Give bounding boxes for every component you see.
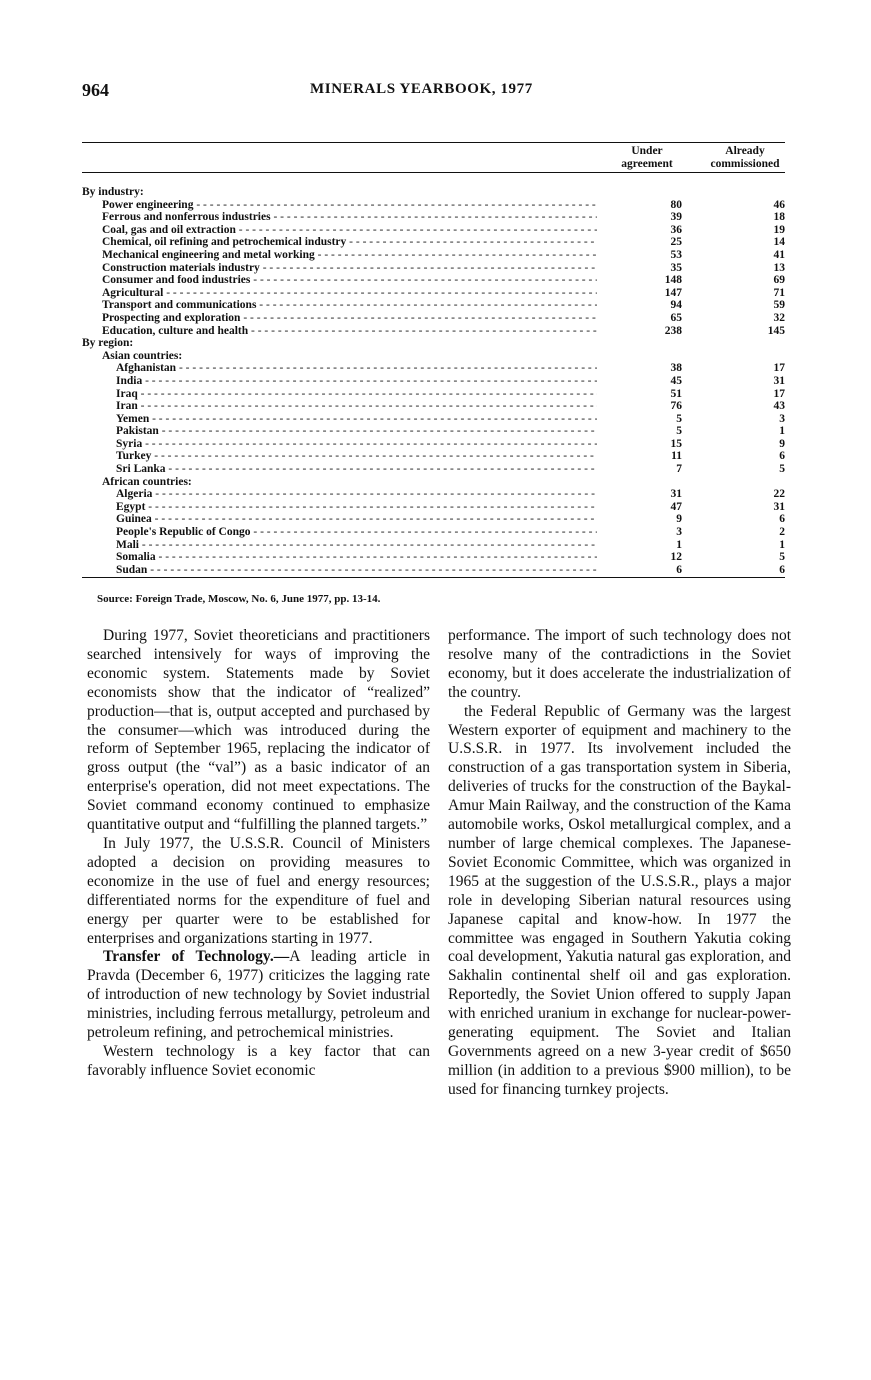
value-already-commissioned: 69	[773, 274, 785, 287]
row-label: Chemical, oil refining and petrochemical industry - - -	[82, 236, 597, 249]
value-already-commissioned: 14	[773, 236, 785, 249]
table-row	[82, 463, 787, 476]
table-row	[82, 312, 787, 325]
table-bottom-rule	[82, 577, 785, 578]
value-already-commissioned: 3	[779, 412, 785, 425]
row-label: Ferrous and nonferrous industries - - -	[82, 211, 597, 224]
value-under-agreement: 38	[670, 362, 682, 375]
paragraph-transfer-of-technology	[87, 948, 430, 1043]
value-already-commissioned: 43	[773, 400, 785, 413]
table-row	[82, 425, 787, 438]
value-under-agreement: 1	[676, 538, 682, 551]
value-under-agreement: 25	[670, 236, 682, 249]
row-label: Turkey - - -	[82, 450, 597, 463]
table-header-rule	[82, 172, 785, 173]
value-already-commissioned: 6	[779, 450, 785, 463]
row-label: People's Republic of Congo - - -	[82, 526, 597, 539]
value-already-commissioned: 32	[773, 311, 785, 324]
row-label: India - - -	[82, 375, 597, 388]
value-under-agreement: 51	[670, 387, 682, 400]
value-already-commissioned: 18	[773, 211, 785, 224]
row-label: Iraq - - -	[82, 388, 597, 401]
value-already-commissioned: 46	[773, 198, 785, 211]
group-label: Asian countries:	[102, 349, 183, 362]
table-group-heading	[82, 476, 787, 489]
row-label: Consumer and food industries - - -	[82, 274, 597, 287]
value-already-commissioned: 145	[767, 324, 785, 337]
table-top-rule	[82, 142, 785, 143]
value-under-agreement: 3	[676, 526, 682, 539]
table-row	[82, 513, 787, 526]
value-already-commissioned: 1	[779, 425, 785, 438]
value-under-agreement: 148	[664, 274, 682, 287]
value-already-commissioned: 5	[779, 551, 785, 564]
table-body	[82, 186, 787, 576]
row-label: Construction materials industry - - -	[82, 262, 597, 275]
value-already-commissioned: 9	[779, 437, 785, 450]
value-under-agreement: 80	[670, 198, 682, 211]
value-under-agreement: 47	[670, 500, 682, 513]
value-under-agreement: 5	[676, 412, 682, 425]
value-under-agreement: 147	[664, 286, 682, 299]
table-row	[82, 551, 787, 564]
value-already-commissioned: 6	[779, 563, 785, 576]
row-label: Sri Lanka - - -	[82, 463, 597, 476]
value-already-commissioned: 31	[773, 500, 785, 513]
value-under-agreement: 35	[670, 261, 682, 274]
row-label: Guinea - - -	[82, 513, 597, 526]
row-label: Egypt - - -	[82, 501, 597, 514]
value-already-commissioned: 5	[779, 463, 785, 476]
value-already-commissioned: 1	[779, 538, 785, 551]
table-row	[82, 262, 787, 275]
section-run-in-heading: Transfer of Technology.—	[103, 948, 290, 966]
table-group-heading	[82, 337, 787, 350]
row-label: Somalia - - -	[82, 551, 597, 564]
table-row	[82, 526, 787, 539]
group-label: African countries:	[102, 475, 192, 488]
value-under-agreement: 45	[670, 374, 682, 387]
table-group-heading	[82, 350, 787, 363]
row-label: Iran - - -	[82, 400, 597, 413]
value-already-commissioned: 22	[773, 488, 785, 501]
value-under-agreement: 36	[670, 223, 682, 236]
table-row	[82, 501, 787, 514]
table-row	[82, 224, 787, 237]
paragraph-continued: performance. The import of such technology does not resolve many of the contradictions in the Soviet economy, but it does accelerate the industrialization of the country.	[448, 627, 791, 701]
group-label: By industry:	[82, 186, 144, 198]
value-under-agreement: 9	[676, 513, 682, 526]
value-under-agreement: 11	[671, 450, 682, 463]
row-label: Syria - - -	[82, 438, 597, 451]
value-under-agreement: 76	[670, 400, 682, 413]
table-row	[82, 413, 787, 426]
value-already-commissioned: 59	[773, 299, 785, 312]
row-label: Prospecting and exploration - - -	[82, 312, 597, 325]
table-row	[82, 299, 787, 312]
table-row	[82, 375, 787, 388]
table-row	[82, 199, 787, 212]
value-already-commissioned: 71	[773, 286, 785, 299]
table-row	[82, 325, 787, 338]
value-under-agreement: 5	[676, 425, 682, 438]
value-under-agreement: 7	[676, 463, 682, 476]
row-label: Agricultural - - -	[82, 287, 597, 300]
value-already-commissioned: 6	[779, 513, 785, 526]
column-header-already-commissioned: Already commissioned	[710, 145, 780, 170]
table-row	[82, 450, 787, 463]
value-under-agreement: 39	[670, 211, 682, 224]
row-label: Sudan - - -	[82, 564, 597, 577]
row-label: Education, culture and health - - -	[82, 325, 597, 338]
value-under-agreement: 31	[670, 488, 682, 501]
table-row	[82, 274, 787, 287]
value-already-commissioned: 17	[773, 362, 785, 375]
row-label: Transport and communications - - -	[82, 299, 597, 312]
text-column-left	[87, 627, 430, 1081]
paragraph: In July 1977, the U.S.S.R. Council of Ministers adopted a decision on providing measures to economize in the use of fuel and energy resources; differentiated norms for the expenditure of fuel and energy per quarter were to be established for enterprises and organizations starting in 1977.	[87, 834, 430, 947]
table-row	[82, 438, 787, 451]
value-already-commissioned: 13	[773, 261, 785, 274]
table-row	[82, 236, 787, 249]
page-number: 964	[82, 80, 109, 100]
value-under-agreement: 65	[670, 311, 682, 324]
value-under-agreement: 15	[670, 437, 682, 450]
value-already-commissioned: 2	[779, 526, 785, 539]
table-row	[82, 287, 787, 300]
row-label: Pakistan - - -	[82, 425, 597, 438]
row-label: Power engineering - - -	[82, 199, 597, 212]
value-already-commissioned: 41	[773, 248, 785, 261]
paragraph: Western technology is a key factor that can favorably influence Soviet economic	[87, 1042, 430, 1079]
text-column-right	[448, 627, 791, 1100]
paragraph: the Federal Republic of Germany was the largest Western exporter of equipment and machinery to the U.S.S.R. in 1977. Its involvement included the construction of a gas transportation system in Siberia, deliveries of trucks for the construction of the Baykal-Amur Main Railway, and the construction of the Kama automobile works, Oskol metallurgical complex, and a number of large chemical complexes. The Japanese-Soviet Economic Committee, which was organized in 1965 at the suggestion of the U.S.S.R., plays a major role in developing Siberian natural resources using Japanese capital and know-how. In 1977 the committee was engaged in Southern Yakutia coking coal development, Yakutia natural gas exploration, and Sakhalin continental shelf oil and gas exploration. Reportedly, the Soviet Union offered to supply Japan with enriched uranium in exchange for nuclear-power-generating equipment. The Soviet and Italian Governments agreed on a new 3-year credit of $650 million (in addition to a previous $900 million), to be used for financing turnkey projects.	[448, 702, 791, 1098]
row-label: Coal, gas and oil extraction - - -	[82, 224, 597, 237]
value-already-commissioned: 31	[773, 374, 785, 387]
paragraph-text: A leading article in Pravda (December 6, 1977) criticizes the lagging rate of introduction of new technology by Soviet industrial ministries, including ferrous metallurgy, petroleum and petroleum refining, and petrochemical ministries.	[87, 948, 430, 1042]
row-label: Mali - - -	[82, 539, 597, 552]
table-row	[82, 388, 787, 401]
group-label: By region:	[82, 337, 134, 350]
value-under-agreement: 53	[670, 248, 682, 261]
value-under-agreement: 12	[670, 551, 682, 564]
row-label: Yemen - - -	[82, 413, 597, 426]
row-label: Afghanistan - - -	[82, 362, 597, 375]
row-label: Algeria - - -	[82, 488, 597, 501]
column-header-under-agreement: Under agreement	[621, 145, 673, 170]
value-under-agreement: 94	[670, 299, 682, 312]
page-header	[82, 80, 787, 102]
table-row	[82, 211, 787, 224]
value-already-commissioned: 17	[773, 387, 785, 400]
table-row	[82, 488, 787, 501]
table-row	[82, 362, 787, 375]
table-row	[82, 400, 787, 413]
value-under-agreement: 6	[676, 563, 682, 576]
paragraph: During 1977, Soviet theoreticians and practitioners searched intensively for ways of improving the economic system. Statements made by Soviet economists show that the indicator of “realized” production—that is, output accepted and purchased by the consumer—which was introduced during the reform of September 1965, replacing the indicator of gross output (the “val”) as a basic indicator of an enterprise's operation, did not meet expectations. The Soviet command economy continued to emphasize quantitative output and “fulfilling the planned targets.”	[87, 627, 430, 834]
value-already-commissioned: 19	[773, 223, 785, 236]
table-row	[82, 539, 787, 552]
running-title: MINERALS YEARBOOK, 1977	[310, 81, 533, 97]
table-source-note: Source: Foreign Trade, Moscow, No. 6, June 1977, pp. 13-14.	[97, 593, 381, 605]
table-group-heading	[82, 186, 787, 199]
value-under-agreement: 238	[664, 324, 682, 337]
table-row	[82, 249, 787, 262]
table-row	[82, 564, 787, 577]
row-label: Mechanical engineering and metal working - - -	[82, 249, 597, 262]
